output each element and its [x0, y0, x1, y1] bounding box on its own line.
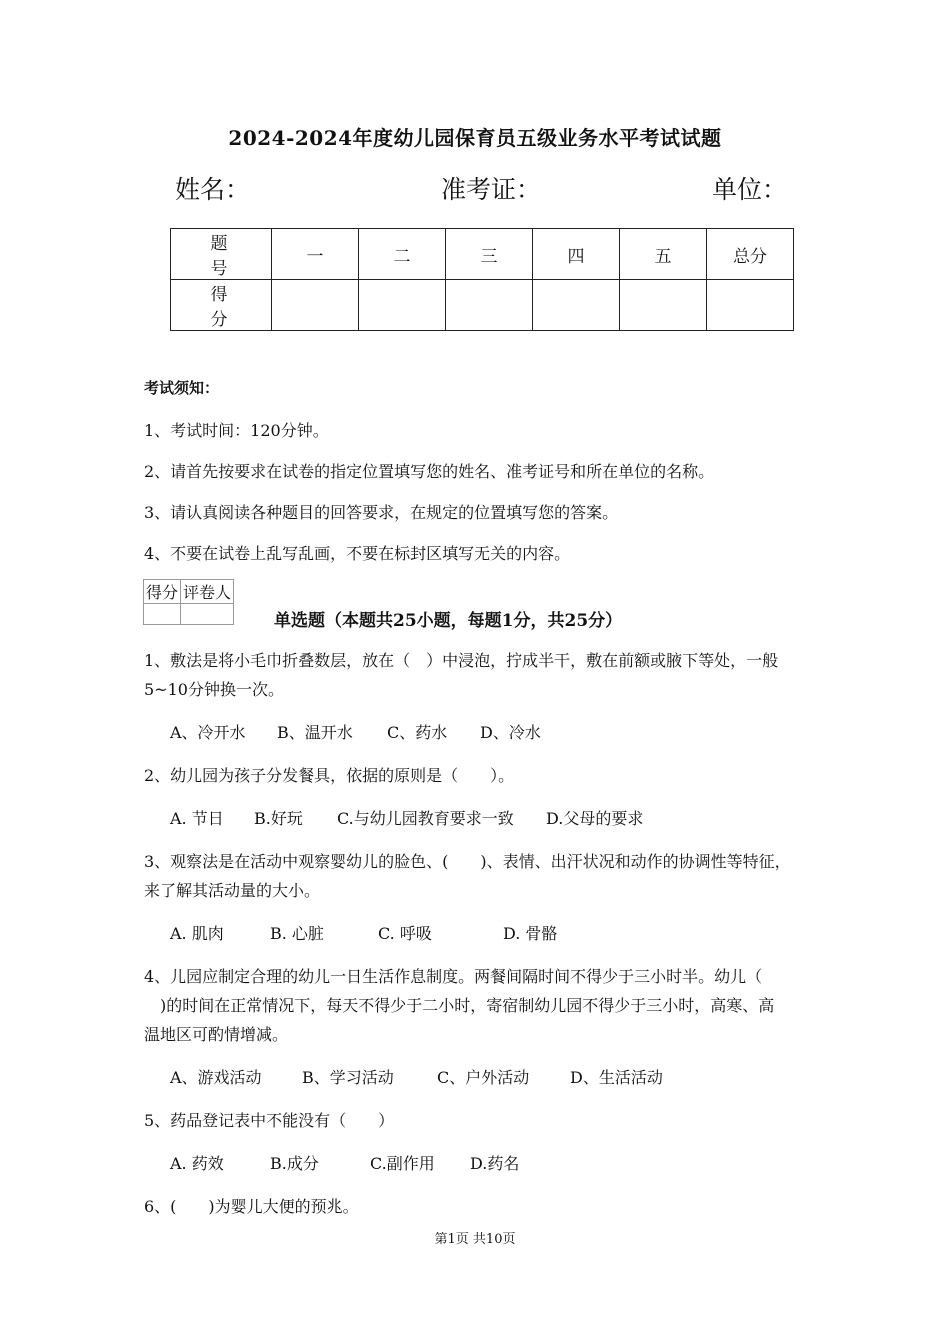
- option-d[interactable]: D.药名: [470, 1154, 520, 1173]
- option-c[interactable]: C.与幼儿园教育要求一致: [337, 809, 514, 828]
- option-c[interactable]: C. 呼吸: [378, 924, 432, 943]
- grader-name-label: 评卷人: [181, 580, 234, 604]
- score-blank[interactable]: [359, 280, 446, 331]
- question-text: 温地区可酌情增减。: [144, 1025, 289, 1044]
- option-c[interactable]: C、药水: [387, 723, 448, 742]
- page-footer: 第1页 共10页: [434, 1232, 516, 1247]
- question-text: 6、( )为婴儿大便的预兆。: [144, 1197, 359, 1216]
- grader-score-label: 得分: [144, 580, 181, 604]
- unit-label: 单位：: [712, 175, 788, 204]
- option-a[interactable]: A. 节日: [170, 809, 224, 828]
- score-cell-q4: 四: [533, 229, 620, 280]
- option-b[interactable]: B、温开水: [277, 723, 353, 742]
- option-c[interactable]: C、户外活动: [437, 1068, 530, 1087]
- notice-item: 3、请认真阅读各种题目的回答要求，在规定的位置填写您的答案。: [144, 503, 619, 522]
- score-cell-total: 总分: [707, 229, 794, 280]
- option-d[interactable]: D. 骨骼: [503, 924, 558, 943]
- question-text: 5~10分钟换一次。: [144, 680, 284, 699]
- grader-box: [143, 579, 234, 625]
- grader-name-blank[interactable]: [181, 604, 234, 625]
- question-text: 5、药品登记表中不能没有（ ）: [144, 1111, 395, 1130]
- score-table: [170, 228, 794, 331]
- option-d[interactable]: D、冷水: [480, 723, 541, 742]
- score-cell-q1: 一: [272, 229, 359, 280]
- option-c[interactable]: C.副作用: [370, 1154, 435, 1173]
- option-d[interactable]: D.父母的要求: [546, 809, 644, 828]
- question-text: 来了解其活动量的大小。: [144, 881, 321, 900]
- score-blank[interactable]: [533, 280, 620, 331]
- grader-score-blank[interactable]: [144, 604, 181, 625]
- notice-item: 2、请首先按要求在试卷的指定位置填写您的姓名、准考证号和所在单位的名称。: [144, 462, 715, 481]
- option-a[interactable]: A. 药效: [170, 1154, 224, 1173]
- option-b[interactable]: B.好玩: [254, 809, 303, 828]
- score-cell-q2: 二: [359, 229, 446, 280]
- score-cell-q3: 三: [446, 229, 533, 280]
- section-title: 单选题（本题共25小题，每题1分，共25分）: [274, 611, 623, 631]
- question-text: )的时间在正常情况下，每天不得少于二小时，寄宿制幼儿园不得少于三小时，高寒、高: [144, 996, 775, 1015]
- question-text: 2、幼儿园为孩子分发餐具，依据的原则是（ ）。: [144, 766, 515, 785]
- page-title: 2024-2024年度幼儿园保育员五级业务水平考试试题: [228, 126, 722, 150]
- score-blank[interactable]: [272, 280, 359, 331]
- question-text: 4、儿园应制定合理的幼儿一日生活作息制度。两餐间隔时间不得少于三小时半。幼儿（: [144, 967, 763, 986]
- score-table-header-row: [171, 229, 794, 280]
- score-blank[interactable]: [620, 280, 707, 331]
- question-text: 1、敷法是将小毛巾折叠数层，放在（ ）中浸泡，拧成半干，敷在前额或腋下等处，一般: [144, 651, 779, 670]
- option-b[interactable]: B.成分: [270, 1154, 319, 1173]
- score-blank[interactable]: [707, 280, 794, 331]
- notice-item: 4、不要在试卷上乱写乱画，不要在标封区填写无关的内容。: [144, 544, 571, 563]
- question-text: 3、观察法是在活动中观察婴幼儿的脸色、( )、表情、出汗状况和动作的协调性等特征，: [144, 852, 791, 871]
- option-a[interactable]: A、冷开水: [170, 723, 246, 742]
- score-cell-q5: 五: [620, 229, 707, 280]
- option-a[interactable]: A、游戏活动: [170, 1068, 262, 1087]
- option-a[interactable]: A. 肌肉: [170, 924, 224, 943]
- score-table-score-row: [171, 280, 794, 331]
- score-blank[interactable]: [446, 280, 533, 331]
- score-cell-label: 题 号: [171, 229, 272, 280]
- score-row-label: 得 分: [171, 280, 272, 331]
- exam-id-label: 准考证：: [441, 175, 542, 204]
- name-label: 姓名：: [175, 175, 251, 204]
- notice-heading: 考试须知：: [144, 379, 220, 397]
- option-d[interactable]: D、生活活动: [570, 1068, 663, 1087]
- option-b[interactable]: B、学习活动: [302, 1068, 394, 1087]
- option-b[interactable]: B. 心脏: [270, 924, 324, 943]
- notice-item: 1、考试时间：120分钟。: [144, 421, 329, 440]
